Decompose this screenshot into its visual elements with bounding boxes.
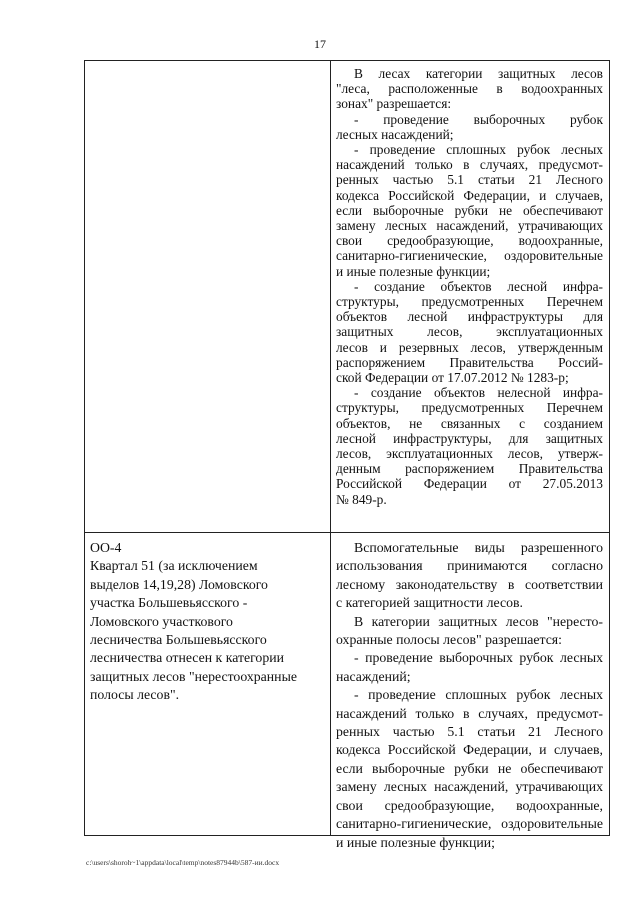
text-line: - создание объектов нелесной инфра- [354,385,603,401]
text-line: если выборочные рубки не обеспечивают [336,760,603,776]
text-line: охранные полосы лесов" разрешается: [336,632,562,648]
text-line: распоряжением Правительства Россий- [336,354,603,370]
text-line: ренных частью 5.1 статьи 21 Лесного [336,724,603,740]
text-line: кодекса Российской Федерации, и случаев, [336,742,603,758]
text-line: В категории защитных лесов "нересто- [354,613,603,629]
text-line: - проведение выборочных рубок лесных [354,650,603,666]
text-line: В лесах категории защитных лесов [354,66,603,81]
text-line: Вспомогательные виды разрешенного [354,540,603,555]
text-line: с категорией защитности лесов. [336,595,523,611]
text-line: лесов и резервных лесов, утвержденным [336,339,603,355]
text-line: объектов, не связанных с созданием [336,415,603,431]
text-line: полосы лесов". [90,687,180,703]
text-line: если выборочные рубки не обеспечивают [336,202,603,218]
text-line: участка Большевьясского - [90,595,248,611]
text-line: насаждений только в случаях, предусмот- [336,705,603,721]
file-path-footer: c:\users\shoroh~1\appdata\local\temp\notes87944b\587-ии.docx [86,858,280,867]
text-line: замену лесных насаждений, утрачивающих [336,779,603,795]
bottom-right-cell [336,539,603,852]
text-line: № 849-р. [336,491,387,507]
bottom-left-cell [90,539,325,705]
text-line: лесному законодательству в соответствии [336,576,603,592]
text-line: структуры, предусмотренных Перечнем [336,400,603,416]
text-line: "леса, расположенные в водоохранных [336,81,603,97]
text-line: и иные полезные функции; [336,834,495,850]
text-line: лесных насаждений; [336,126,454,142]
text-line: замену лесных насаждений, утрачивающих [336,218,603,234]
text-line: - проведение выборочных рубок [354,111,603,127]
text-line: свои средообразующие, водоохранные, [336,797,603,813]
text-line: зонах" разрешается: [336,96,452,112]
column-divider [330,61,331,835]
text-line: - проведение сплошных рубок лесных [354,142,603,158]
top-right-cell [336,66,603,507]
text-line: защитных лесов "нерестоохранные [90,668,297,684]
page-number: 17 [314,37,326,51]
text-line: санитарно-гигиенические, оздоровительные [336,248,603,264]
text-line: ренных частью 5.1 статьи 21 Лесного [336,172,603,188]
text-line: свои средообразующие, водоохранные, [336,233,603,249]
row-divider [85,532,609,533]
text-line: выделов 14,19,28) Ломовского [90,576,268,592]
text-line: - проведение сплошных рубок лесных [354,687,603,703]
text-line: насаждений только в случаях, предусмот- [336,157,603,173]
document-table [84,60,610,850]
text-line: лесов, эксплуатационных лесов, утверж- [336,446,603,462]
text-line: защитных лесов, эксплуатационных [336,324,603,340]
text-line: насаждений; [336,668,411,684]
text-line: Российской Федерации от 27.05.2013 [336,476,603,492]
text-line: лесной инфраструктуры, для защитных [336,430,603,446]
text-line: Квартал 51 (за исключением [90,558,258,574]
text-line: - создание объектов лесной инфра- [354,278,603,294]
text-line: санитарно-гигиенические, оздоровительные [336,816,603,832]
text-line: Ломовского участкового [90,613,233,629]
text-line: денным распоряжением Правительства [336,461,603,477]
text-line: ОО-4 [90,540,122,555]
text-line: лесничества отнесен к категории [90,650,284,666]
text-line: структуры, предусмотренных Перечнем [336,294,603,310]
text-line: и иные полезные функции; [336,263,491,279]
text-line: кодекса Российской Федерации, и случаев, [336,187,603,203]
text-line: объектов лесной инфраструктуры для [336,309,603,325]
text-line: ской Федерации от 17.07.2012 № 1283-р; [336,370,569,386]
text-line: использования принимаются согласно [336,558,603,574]
text-line: лесничества Большевьясского [90,632,267,648]
